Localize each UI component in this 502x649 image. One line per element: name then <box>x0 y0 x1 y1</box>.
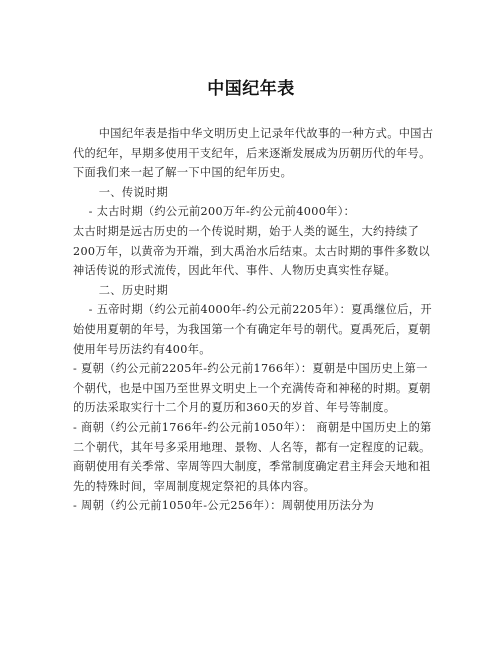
bullet-shang-dynasty: - 商朝（约公元前1766年-约公元前1050年）： 商朝是中国历史上的第二个朝代，其年号多采用地理、景物、人名等，都有一定程度的记载。商朝使用有关季常、宰周等四大制度，季常制度确定君主拜会天地和祖先的特殊时间，宰周制度规定祭祀的具体内容。 <box>73 420 432 493</box>
ancient-period-description: 太古时期是远古历史的一个传说时期，始于人类的诞生，大约持续了200万年，以黄帝为开端，到大禹治水后结束。太古时期的事件多数以神话传说的形式流传，因此年代、事件、人物历史真实性存疑。 <box>73 224 430 278</box>
document-body <box>73 124 435 516</box>
bullet-ancient-period: - 太古时期（约公元前200万年-约公元前4000年）： <box>88 205 356 219</box>
bullet-xia-dynasty: - 夏朝（约公元前2205年-约公元前1766年）：夏朝是中国历史上第一个朝代，也是中国乃至世界文明史上一个充满传奇和神秘的时期。夏朝的历法采取实行十二个月的夏历和360天的岁首、年号等制度。 <box>73 362 431 415</box>
bullet-five-emperors: - 五帝时期（约公元前4000年-约公元前2205年）：夏禹继位后，开始使用夏朝的年号，为我国第一个有确定年号的朝代。夏禹死后，夏朝使用年号历法约有400年。 <box>73 303 432 356</box>
document-title: 中国纪年表 <box>207 79 295 99</box>
section-heading-historical-period: 二、历史时期 <box>98 283 168 297</box>
intro-paragraph: 中国纪年表是指中华文明历史上记录年代故事的一种方式。中国古代的纪年，早期多使用干支纪年，后来逐渐发展成为历朝历代的年号。下面我们来一起了解一下中国的纪年历史。 <box>73 127 434 180</box>
section-heading-legend-period: 一、传说时期 <box>98 185 168 199</box>
bullet-zhou-dynasty: - 周朝（约公元前1050年-公元256年）：周朝使用历法分为 <box>73 499 375 513</box>
